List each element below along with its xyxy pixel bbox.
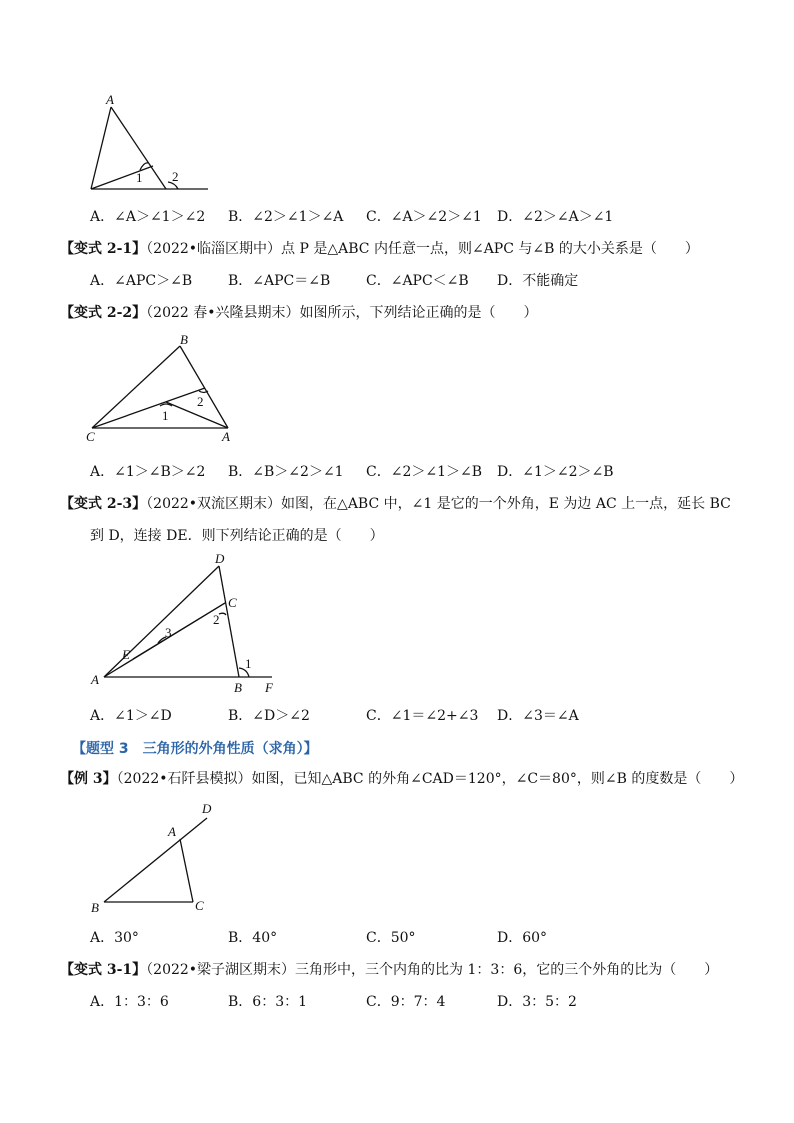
label-D: D (202, 801, 212, 816)
label-B: B (234, 680, 242, 695)
label-1: 1 (245, 656, 252, 671)
v21-option-c[interactable]: C．∠APC＜∠B (366, 273, 469, 289)
v23-option-b[interactable]: B．∠D＞∠2 (228, 708, 310, 724)
v31-option-d[interactable]: D．3：5：2 (497, 994, 577, 1010)
v22-option-d[interactable]: D．∠1＞∠2＞∠B (497, 464, 614, 480)
v23-option-c[interactable]: C．∠1＝∠2+∠3 (366, 708, 479, 724)
question-tag: 【变式 2-3】 (60, 496, 147, 512)
v21-option-b[interactable]: B．∠APC＝∠B (228, 273, 331, 289)
question-text: （2022•石阡县模拟）如图，已知△ABC 的外角∠CAD＝120°，∠C＝80°，则∠B 的度数是（ ） (116, 771, 744, 787)
label-3: 3 (165, 625, 172, 640)
v23-option-d[interactable]: D．∠3＝∠A (497, 708, 579, 724)
v23-option-a[interactable]: A．∠1＞∠D (90, 708, 172, 724)
ex3-option-c[interactable]: C．50° (366, 930, 416, 946)
label-A: A (168, 824, 176, 839)
section-heading-type3: 【题型 3 三角形的外角性质（求角）】 (72, 741, 318, 757)
question-text: （2022•双流区期末）如图，在△ABC 中，∠1 是它的一个外角，E 为边 AC 上一点，延长 BC (146, 496, 731, 512)
label-1: 1 (162, 408, 169, 423)
label-A: A (106, 92, 114, 107)
label-E: E (122, 647, 130, 662)
label-D: D (215, 551, 225, 566)
label-2: 2 (197, 394, 204, 409)
question-v23-line2: 到 D，连接 DE．则下列结论正确的是（ ） (90, 528, 384, 544)
q1-option-b[interactable]: B．∠2＞∠1＞∠A (228, 209, 344, 225)
question-tag: 【变式 3-1】 (60, 962, 147, 978)
q1-option-d[interactable]: D．∠2＞∠A＞∠1 (497, 209, 614, 225)
label-B: B (180, 332, 188, 347)
label-C: C (86, 429, 95, 444)
label-B: B (91, 900, 99, 915)
v31-option-b[interactable]: B．6：3：1 (228, 994, 308, 1010)
v22-option-a[interactable]: A．∠1＞∠B＞∠2 (90, 464, 206, 480)
v21-option-a[interactable]: A．∠APC＞∠B (90, 273, 193, 289)
v31-option-c[interactable]: C．9：7：4 (366, 994, 446, 1010)
v21-option-d[interactable]: D．不能确定 (497, 273, 579, 289)
v22-option-c[interactable]: C．∠2＞∠1＞∠B (366, 464, 483, 480)
label-A: A (91, 672, 99, 687)
ex3-option-a[interactable]: A．30° (90, 930, 139, 946)
q1-option-a[interactable]: A．∠A＞∠1＞∠2 (90, 209, 206, 225)
question-v31 (60, 961, 718, 979)
label-2: 2 (213, 612, 220, 627)
question-tag: 【变式 2-2】 (60, 305, 147, 321)
label-C: C (195, 898, 204, 913)
question-tag: 【变式 2-1】 (60, 241, 147, 257)
label-A: A (222, 429, 230, 444)
label-C: C (228, 595, 237, 610)
question-text: （2022•临淄区期中）点 P 是△ABC 内任意一点，则∠APC 与∠B 的大小关系是（ ） (146, 241, 699, 257)
v22-option-b[interactable]: B．∠B＞∠2＞∠1 (228, 464, 344, 480)
label-F: F (265, 680, 273, 695)
label-2: 2 (172, 169, 179, 184)
q1-option-c[interactable]: C．∠A＞∠2＞∠1 (366, 209, 482, 225)
ex3-option-b[interactable]: B．40° (228, 930, 278, 946)
question-text: （2022 春•兴隆县期末）如图所示，下列结论正确的是（ ） (146, 305, 538, 321)
question-tag: 【例 3】 (60, 771, 117, 787)
v31-option-a[interactable]: A．1：3：6 (90, 994, 169, 1010)
question-text: （2022•梁子湖区期末）三角形中，三个内角的比为 1：3：6，它的三个外角的比为（ ） (146, 962, 719, 978)
ex3-option-d[interactable]: D．60° (497, 930, 548, 946)
label-1: 1 (136, 170, 143, 185)
